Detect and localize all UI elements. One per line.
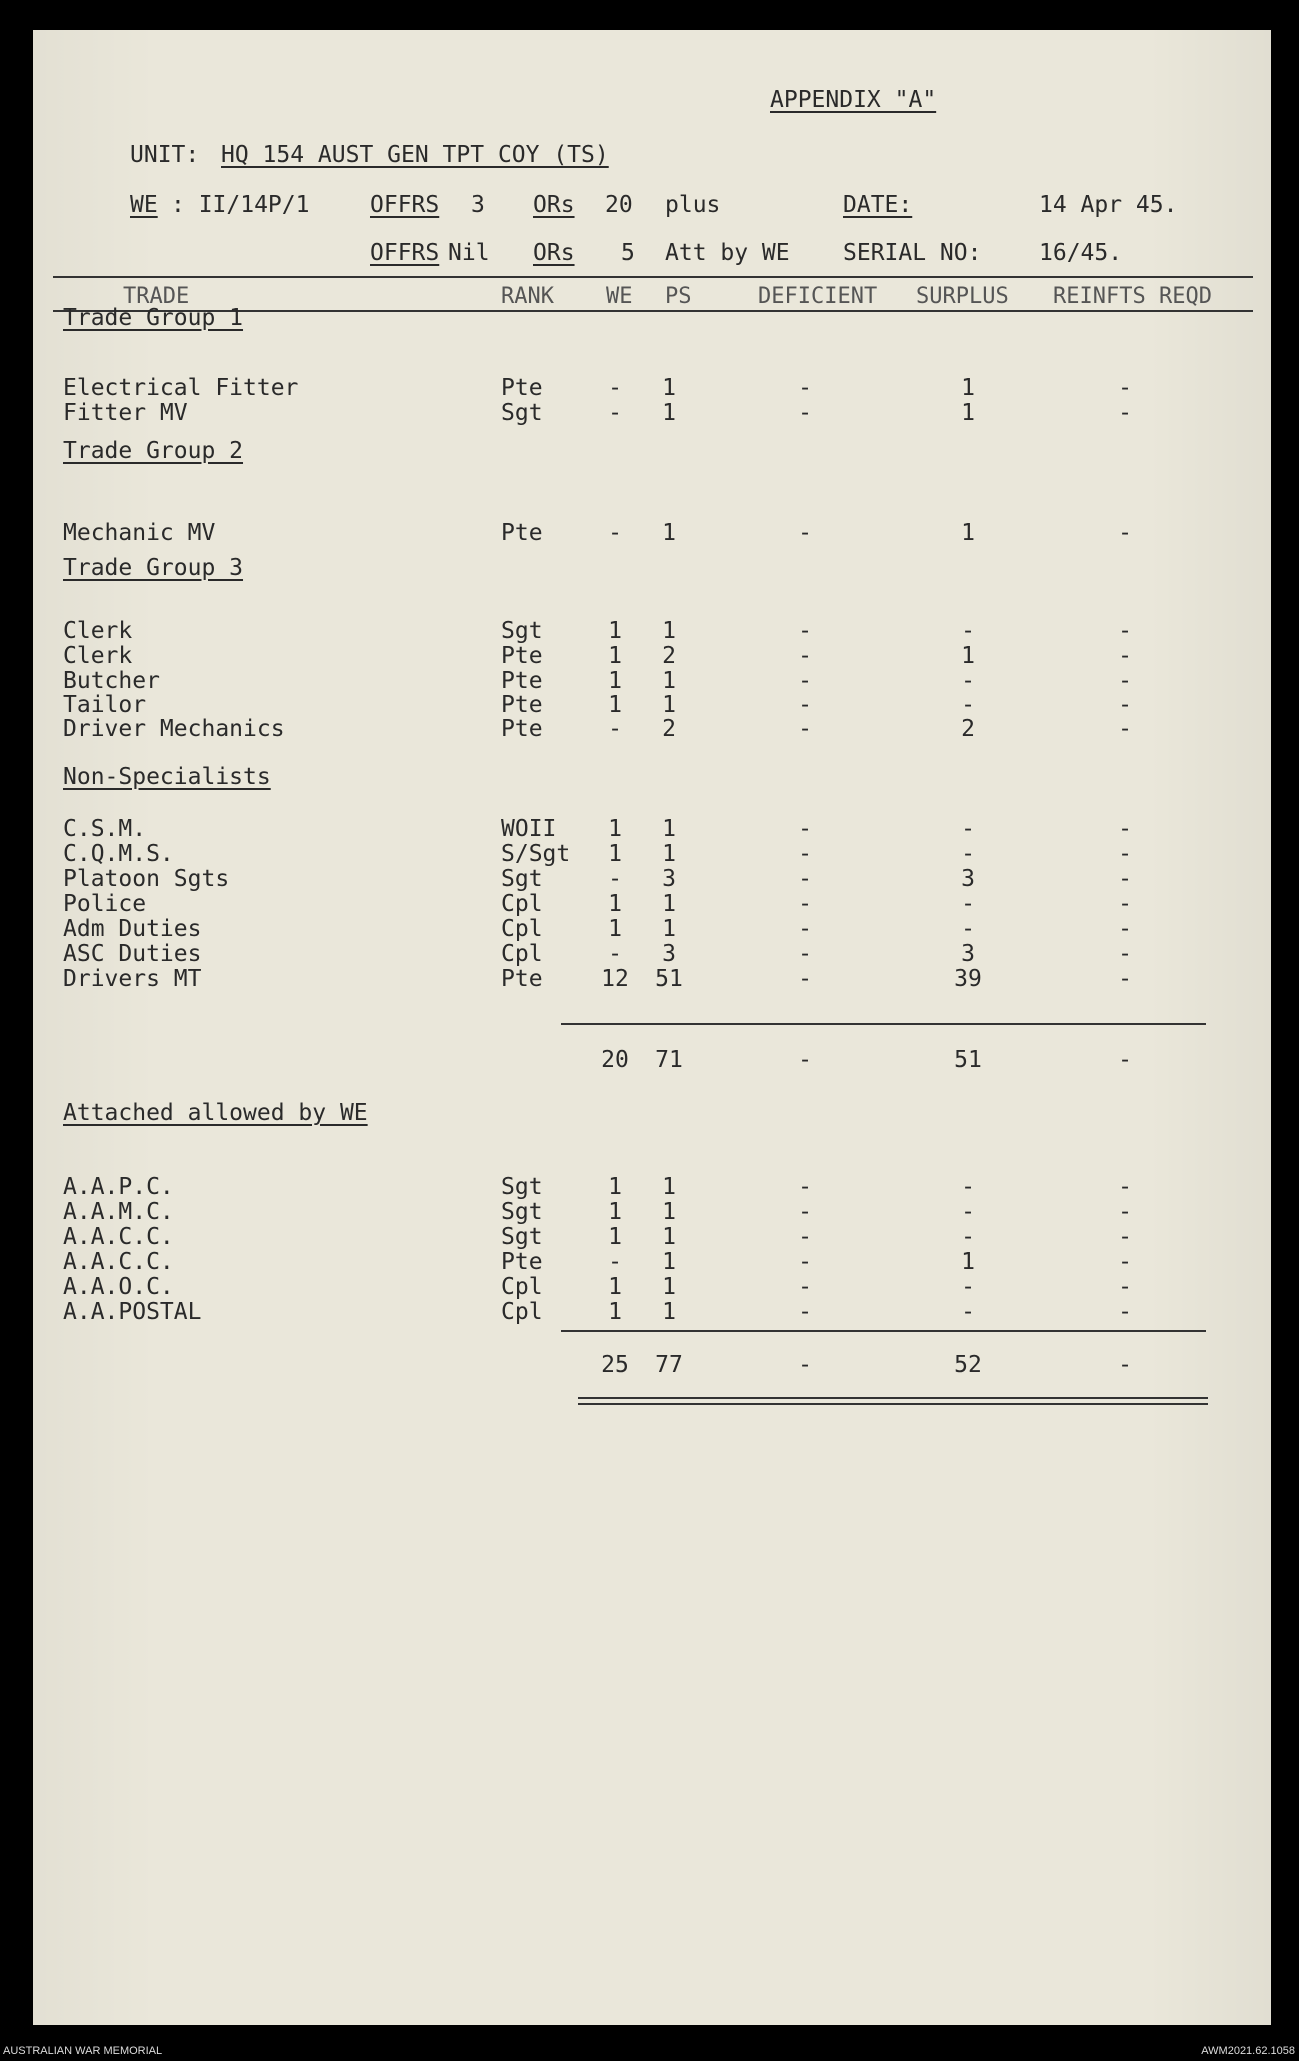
table-cell: 1 — [662, 891, 676, 917]
subtotal-rule — [561, 1023, 1206, 1025]
trade-group-title: Trade Group 3 — [63, 555, 244, 581]
table-cell: 1 — [662, 1249, 676, 1275]
table-cell: - — [961, 1199, 975, 1225]
table-cell: - — [798, 716, 812, 742]
table-cell: - — [798, 1249, 812, 1275]
footer-source: AUSTRALIAN WAR MEMORIAL — [3, 2045, 163, 2057]
table-cell: - — [798, 375, 812, 401]
table-cell: - — [798, 966, 812, 992]
table-cell: - — [961, 1274, 975, 1300]
table-cell: Clerk — [63, 618, 133, 644]
table-cell: 1 — [608, 916, 622, 942]
table-cell: Fitter MV — [63, 400, 188, 426]
table-cell: - — [608, 520, 622, 546]
table-cell: 1 — [608, 841, 622, 867]
table-cell: A.A.C.C. — [63, 1224, 174, 1250]
table-cell: - — [1118, 1199, 1132, 1225]
table-cell: Cpl — [501, 891, 543, 917]
table-cell: 1 — [662, 916, 676, 942]
table-cell: Adm Duties — [63, 916, 202, 942]
table-cell: Mechanic MV — [63, 520, 216, 546]
table-cell: - — [798, 668, 812, 694]
footer-bar — [0, 2025, 1299, 2061]
table-cell: - — [798, 916, 812, 942]
table-cell: Police — [63, 891, 147, 917]
trade-group-title: Non-Specialists — [63, 764, 271, 790]
table-cell: WOII — [501, 816, 557, 842]
att-by-text: Att by WE — [665, 240, 790, 266]
attached-title: Attached allowed by WE — [63, 1100, 368, 1126]
offrs-label: OFFRS — [370, 192, 440, 218]
column-header: REINFTS REQD — [1053, 284, 1212, 309]
table-cell: Pte — [501, 643, 543, 669]
table-cell: 1 — [662, 692, 676, 718]
table-cell: - — [608, 716, 622, 742]
table-cell: 1 — [608, 816, 622, 842]
table-cell: - — [798, 692, 812, 718]
table-cell: 1 — [608, 692, 622, 718]
total-rule — [561, 1330, 1206, 1332]
table-cell: 39 — [954, 966, 982, 992]
table-cell: 1 — [608, 668, 622, 694]
table-cell: - — [798, 891, 812, 917]
table-cell: - — [798, 1274, 812, 1300]
trade-group-title: Trade Group 2 — [63, 438, 244, 464]
table-cell: Platoon Sgts — [63, 866, 230, 892]
table-cell: 1 — [662, 1299, 676, 1325]
table-cell: Cpl — [501, 1299, 543, 1325]
table-cell: A.A.POSTAL — [63, 1299, 202, 1325]
table-cell: A.A.M.C. — [63, 1199, 174, 1225]
subtotal-cell: - — [1118, 1047, 1132, 1073]
table-cell: Clerk — [63, 643, 133, 669]
table-cell: - — [608, 866, 622, 892]
serial-value: 16/45. — [1039, 240, 1123, 266]
table-cell: - — [1118, 643, 1132, 669]
table-cell: 2 — [662, 716, 676, 742]
table-cell: 1 — [662, 1274, 676, 1300]
column-header: PS — [665, 284, 692, 309]
table-cell: - — [1118, 891, 1132, 917]
table-cell: - — [1118, 668, 1132, 694]
column-header: TRADE — [123, 284, 190, 309]
table-cell: Tailor — [63, 692, 147, 718]
table-cell: Pte — [501, 520, 543, 546]
table-cell: Driver Mechanics — [63, 716, 285, 742]
table-cell: C.Q.M.S. — [63, 841, 174, 867]
table-cell: 1 — [662, 375, 676, 401]
table-cell: - — [798, 941, 812, 967]
table-cell: 3 — [662, 941, 676, 967]
table-cell: - — [961, 916, 975, 942]
table-cell: - — [1118, 1249, 1132, 1275]
table-cell: - — [798, 520, 812, 546]
table-cell: Pte — [501, 716, 543, 742]
offrs-value: 3 — [471, 192, 485, 218]
table-cell: A.A.P.C. — [63, 1174, 174, 1200]
table-cell: ASC Duties — [63, 941, 202, 967]
table-cell: - — [1118, 866, 1132, 892]
table-cell: Sgt — [501, 1224, 543, 1250]
table-cell: 1 — [662, 816, 676, 842]
table-cell: - — [961, 1299, 975, 1325]
total-cell: 52 — [954, 1352, 982, 1378]
table-cell: 1 — [662, 1174, 676, 1200]
table-cell: 1 — [662, 1199, 676, 1225]
table-cell: Pte — [501, 1249, 543, 1275]
ors-value: 20 — [605, 192, 633, 218]
table-cell: - — [798, 643, 812, 669]
table-cell: 1 — [662, 668, 676, 694]
column-header: DEFICIENT — [758, 284, 878, 309]
table-cell: Sgt — [501, 400, 543, 426]
table-cell: 1 — [608, 1274, 622, 1300]
table-cell: - — [798, 1174, 812, 1200]
table-cell: - — [1118, 1174, 1132, 1200]
att-ors-label: ORs — [533, 240, 575, 266]
table-cell: Cpl — [501, 941, 543, 967]
table-cell: - — [1118, 841, 1132, 867]
date-value: 14 Apr 45. — [1039, 192, 1178, 218]
table-cell: Pte — [501, 966, 543, 992]
table-cell: 1 — [961, 1249, 975, 1275]
total-cell: - — [798, 1352, 812, 1378]
table-cell: - — [961, 816, 975, 842]
table-cell: Butcher — [63, 668, 160, 694]
table-cell: - — [798, 866, 812, 892]
plus-text: plus — [665, 192, 721, 218]
table-cell: - — [1118, 816, 1132, 842]
table-cell: A.A.C.C. — [63, 1249, 174, 1275]
table-cell: - — [961, 891, 975, 917]
table-cell: - — [798, 841, 812, 867]
total-double-rule-2 — [578, 1403, 1208, 1405]
table-cell: Pte — [501, 668, 543, 694]
column-header: SURPLUS — [916, 284, 1009, 309]
table-cell: Sgt — [501, 1174, 543, 1200]
table-cell: 2 — [961, 716, 975, 742]
table-cell: - — [798, 1224, 812, 1250]
table-cell: - — [1118, 400, 1132, 426]
table-cell: 2 — [662, 643, 676, 669]
table-cell: 1 — [662, 618, 676, 644]
table-cell: 51 — [655, 966, 683, 992]
ors-label: ORs — [533, 192, 575, 218]
table-cell: - — [1118, 941, 1132, 967]
document-title: APPENDIX "A" — [770, 87, 937, 113]
serial-label: SERIAL NO: — [843, 240, 982, 266]
table-cell: - — [608, 375, 622, 401]
document-page — [33, 30, 1271, 2025]
table-cell: - — [608, 941, 622, 967]
table-cell: 1 — [608, 1224, 622, 1250]
table-cell: 3 — [662, 866, 676, 892]
table-cell: - — [1118, 692, 1132, 718]
table-cell: Cpl — [501, 1274, 543, 1300]
total-cell: - — [1118, 1352, 1132, 1378]
we-value: : II/14P/1 — [171, 192, 310, 218]
att-ors-value: 5 — [621, 240, 635, 266]
table-cell: - — [1118, 916, 1132, 942]
table-cell: - — [1118, 966, 1132, 992]
subtotal-cell: 51 — [954, 1047, 982, 1073]
total-double-rule-1 — [578, 1397, 1208, 1399]
table-cell: 1 — [662, 841, 676, 867]
unit-value: HQ 154 AUST GEN TPT COY (TS) — [221, 142, 609, 168]
att-offrs-label: OFFRS — [370, 240, 440, 266]
table-cell: 1 — [662, 520, 676, 546]
subtotal-cell: 71 — [655, 1047, 683, 1073]
att-offrs-value: Nil — [448, 240, 490, 266]
footer-accession: AWM2021.62.1058 — [1201, 2045, 1295, 2057]
table-cell: - — [1118, 618, 1132, 644]
table-cell: 1 — [961, 643, 975, 669]
table-cell: - — [798, 1299, 812, 1325]
table-cell: A.A.O.C. — [63, 1274, 174, 1300]
table-cell: - — [961, 692, 975, 718]
table-cell: Pte — [501, 375, 543, 401]
table-cell: - — [961, 841, 975, 867]
table-cell: 1 — [961, 400, 975, 426]
table-cell: Cpl — [501, 916, 543, 942]
table-cell: - — [798, 400, 812, 426]
table-cell: - — [961, 1224, 975, 1250]
date-label: DATE: — [843, 192, 913, 218]
table-cell: - — [1118, 1274, 1132, 1300]
table-cell: 1 — [662, 1224, 676, 1250]
table-cell: Drivers MT — [63, 966, 202, 992]
table-cell: Pte — [501, 692, 543, 718]
we-label: WE — [130, 192, 158, 218]
table-cell: - — [1118, 520, 1132, 546]
table-cell: 1 — [608, 1299, 622, 1325]
table-cell: 3 — [961, 941, 975, 967]
table-cell: 1 — [608, 1199, 622, 1225]
trade-group-title: Trade Group 1 — [63, 305, 244, 331]
table-cell: 3 — [961, 866, 975, 892]
table-cell: - — [961, 1174, 975, 1200]
table-cell: - — [1118, 1224, 1132, 1250]
table-cell: 1 — [608, 891, 622, 917]
table-cell: Sgt — [501, 1199, 543, 1225]
table-cell: 12 — [601, 966, 629, 992]
subtotal-cell: 20 — [601, 1047, 629, 1073]
table-cell: - — [1118, 375, 1132, 401]
table-cell: - — [608, 400, 622, 426]
table-cell: - — [608, 1249, 622, 1275]
unit-label: UNIT: — [130, 142, 200, 168]
column-header: RANK — [501, 284, 554, 309]
header-rule-top — [53, 276, 1253, 278]
table-cell: 1 — [608, 1174, 622, 1200]
table-cell: - — [798, 816, 812, 842]
table-cell: - — [961, 618, 975, 644]
table-cell: 1 — [608, 643, 622, 669]
subtotal-cell: - — [798, 1047, 812, 1073]
table-cell: Sgt — [501, 618, 543, 644]
table-cell: 1 — [961, 520, 975, 546]
table-cell: S/Sgt — [501, 841, 571, 867]
total-cell: 77 — [655, 1352, 683, 1378]
table-cell: Electrical Fitter — [63, 375, 299, 401]
table-cell: - — [1118, 716, 1132, 742]
column-header: WE — [606, 284, 633, 309]
total-cell: 25 — [601, 1352, 629, 1378]
table-cell: 1 — [662, 400, 676, 426]
table-cell: - — [798, 618, 812, 644]
table-cell: Sgt — [501, 866, 543, 892]
table-cell: - — [1118, 1299, 1132, 1325]
table-cell: - — [798, 1199, 812, 1225]
table-cell: 1 — [608, 618, 622, 644]
table-cell: C.S.M. — [63, 816, 147, 842]
table-cell: 1 — [961, 375, 975, 401]
table-cell: - — [961, 668, 975, 694]
